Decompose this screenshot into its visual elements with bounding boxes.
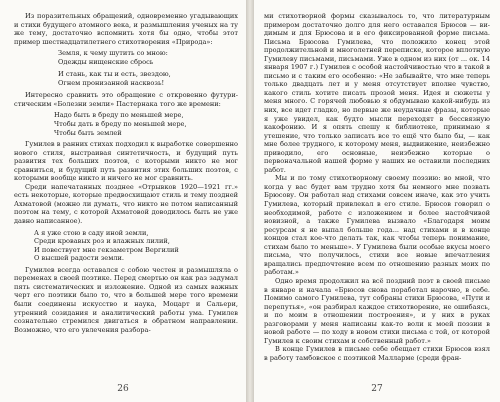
verse-line: Чтобы дать в бреду по меньшей мере, [54, 120, 187, 129]
paragraph: Интересно сравнить это обращение с откровенно футуристическим «Болезни земли» Пастернака того же времени: [14, 91, 238, 108]
verse-line: И стань, как ты и есть, звездою, [58, 70, 171, 79]
right-page [254, 0, 500, 402]
verse-line: Одежды нищенские сбрось [58, 57, 154, 66]
paragraph: Из поразительных обращений, одновременно угадывающих и стихи будущего атомного века, и размышления ученых на ту же тему, достаточно вспомнить хотя бы одно, чтобы этот пример шестнадцатилетнего стихотворения «Природа»: [14, 12, 238, 46]
paragraph: Одно время продолжил на всё поздний поэт в своей письме в январе и начала «Брюсов снова поработал нарочно, в себе. Помимо самого Гумилева, тут собраны стихи Брюсова, «Пути и перепутья», «он разбирал каждое стихотворение, не ошибаясь, и по моим в отношении построения», и у них в руках разговорами у меня написаны как-то воли к моей поэзии в новой работе — по ходу в новом стихи письма с той, от которой Гумилев к своим стихам и собственный работ.» [264, 276, 490, 345]
left-page [0, 0, 246, 402]
verse-line: И повествует мне гекзаметром Вергилий [34, 245, 179, 254]
stanza [58, 49, 238, 66]
verse-line: Огнем пронизанной насквозь! [58, 78, 165, 87]
verse-line: Земля, к чему шутить со мною: [58, 49, 168, 58]
paragraph: Мы и по тому стихотворному своему поэзию: во мной, что когда у вас будет вам трудно хотя бы немного мне позвать Брюсову. Он работал над стихами совсем иначе, как это учить Гумилева, который привлекал в его стиле. Брюсов говорил о необходимой, работе с изложением и более настойчивой новизной, а также Гумилева вызвало «Благодаря моим ресурсам я не выпал больше года... над стихами и в конце концов стал кое-что делать так, как чтобы теперь понимание, стихам было то меньше». У Гумилева были особые вкусы моего письма, что получилось, стихи все новые впечатления вращались предпочтение всем по отношению разных моих по работам.» [264, 174, 490, 277]
verse-pasternak [54, 111, 238, 137]
verse-otryvok [34, 229, 238, 263]
book-gutter [246, 0, 254, 402]
paragraph: В конце Гумилев в письме себе обещает стихи Брюсов взял в работу тамбовское с поэтикой Малларме (среди фран- [264, 345, 490, 362]
verse-line: Чтобы быть землей [54, 128, 122, 137]
verse-line: А я уже стою в саду иной земли, [34, 228, 149, 237]
verse-line: О высшей радости земли. [34, 254, 124, 263]
verse-line: Среди кровавых роз и влажных лилий, [34, 237, 170, 246]
paragraph: ми стихотворной формы сказывалось то, что литературным примером достаточно долго для него оставался Брюсов — видимым и для Брюсова и в его фиксированной форме письма. Письма Брюсова Гумилева, что положило конец этой продолжительной и многолетней переписке, которое вплотную Гумилеву письмами, письмами. Уже в одном из них (от ... ок. 14 января 1907 г.) Гумилев с особой настойчивостью что в такой в письмо и с таким его особенно: «Не забывайте, что мне теперь только двадцать лет и у меня отсутствует вполне чувство, какого стиль хотите писать прозой меня. Идея и сюжеты у меня много. С горячей любовью я обдумываю какой-нибудь из них, все идет гладко, но первые же неудачные фразы, которые я уже увидел, как будто мысли переходят в бессвязную какофонию. И я опять спешу к библиотеке, принимаю я утешение, что только записать все то ещё что было бы, — как мне более трудного, к которому меня, выдвижение, неизбежно приводило, его основные, неизбежно которые о первоначальной нашей форме у наших не оставили последних работ. [264, 12, 490, 174]
page-number: 27 [371, 384, 383, 394]
verse-priroda [58, 49, 238, 87]
paragraph: Гумилев всегда оставался с собою честен и размышляла о переменах в своей поэтике. Перед смертью он как раз задумал пять систематических и изложение. Одной из самых важных черт его поэтики было то, что в большей мере того времени были соединены искусство и наука, Моцарт и Сальери, утренний созидания и аналитический работы ума. Гумилев сознательно стремился двигаться в обратном направлении. Возможно, что его увлечения разбора- [14, 265, 238, 334]
stanza [58, 70, 238, 87]
page-number: 26 [117, 384, 129, 394]
paragraph: Среди напечатанных позднее «Отрывков 1920—1921 гг.» есть некоторые, которые предвосхищают стиль и тему поздней Ахматовой (можно ли думать, что никто не потом написанный поэтом на тему, с которой Ахматовой доводилось быть не уже давно написанное). [14, 182, 238, 226]
verse-line: Надо быть в бреду по меньшей мере, [54, 111, 184, 120]
paragraph: Гумилев в ранних стихах подходил к выработке совершенно нового стиля, выстраивая синтетичность, и будущий путь развития тех больших поэтов, с которыми никто не мог сравниться, и будущий путь развития этих больших поэтов, с которыми вообще никто и ничего не мог сравнить. [14, 140, 238, 183]
